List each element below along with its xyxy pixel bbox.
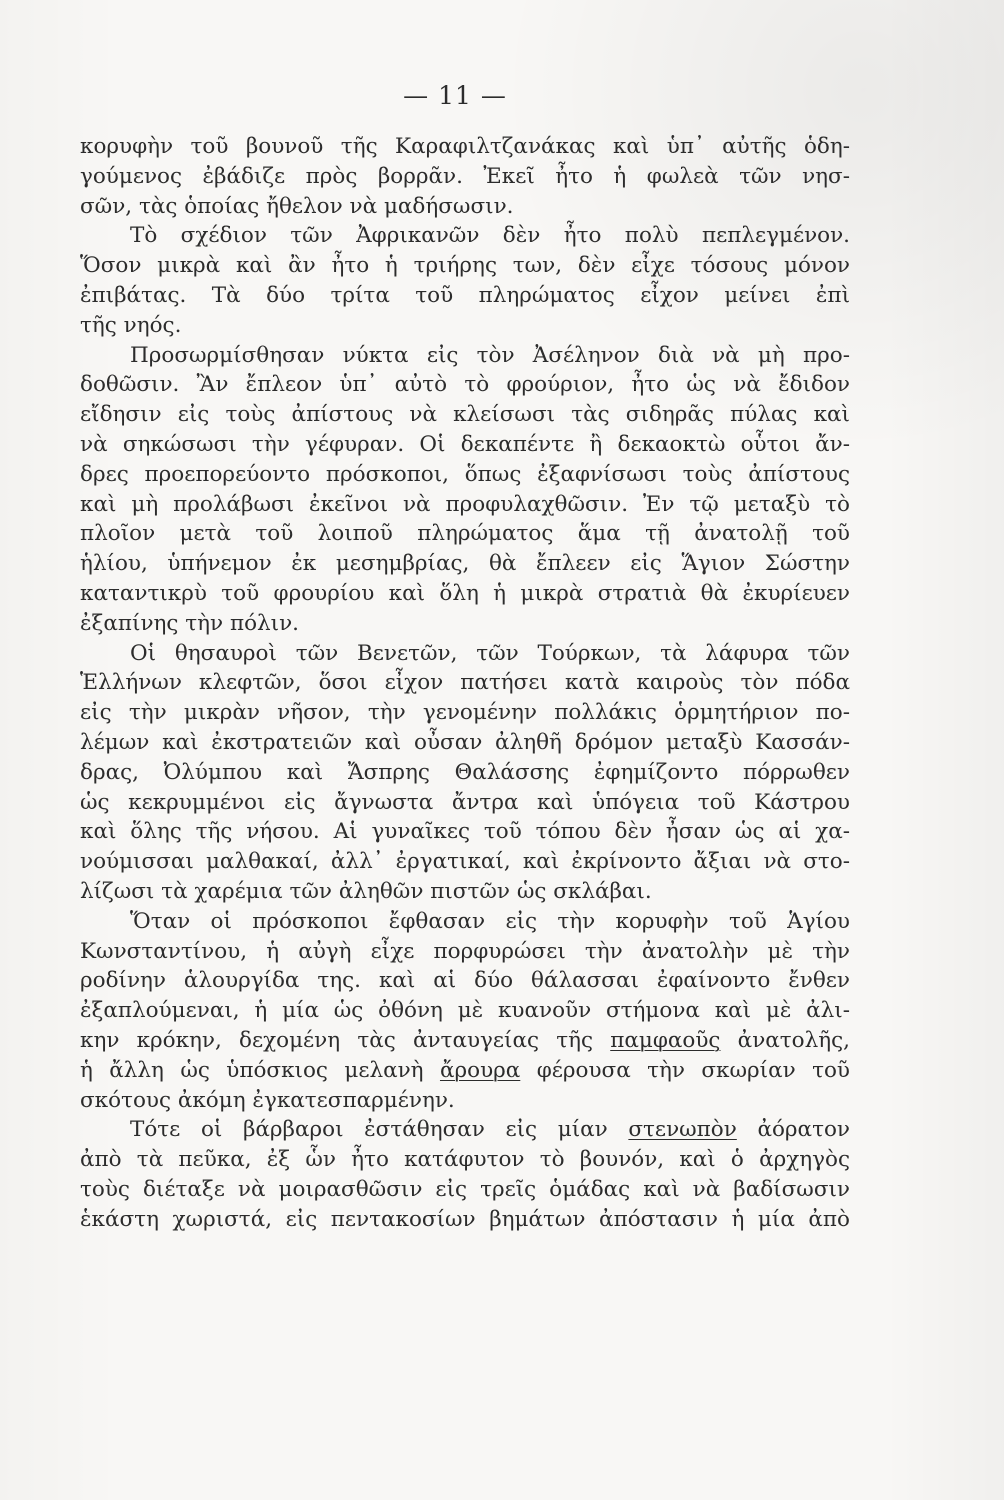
text-line: καταντικρὺ τοῦ φρουρίου καὶ ὅλη ἡ μικρὰ στρατιὰ θὰ ἐκυρίευεν (80, 580, 850, 606)
text-line: ροδίνην ἁλουργίδα της. καὶ αἱ δύο θάλασσαι ἐφαίνοντο ἔνθεν (80, 968, 850, 994)
text-line: λέμων καὶ ἐκστρατειῶν καὶ οὖσαν ἀληθῆ δρόμον μεταξὺ Κασσάν- (80, 729, 850, 755)
page-number: — 11 — (403, 81, 507, 110)
underlined-word: στενωπὸν (628, 1117, 737, 1143)
underlined-word: ἄρουρα (439, 1057, 521, 1083)
paragraph-start-line: Προσωρμίσθησαν νύκτα εἰς τὸν Ἀσέληνον διὰ νὰ μὴ προ- (130, 342, 850, 368)
text-line: καὶ ὅλης τῆς νήσου. Αἱ γυναῖκες τοῦ τόπου δὲν ἦσαν ὡς αἱ χα- (80, 819, 850, 845)
text-line: νούμισσαι μαλθακαί, ἀλλ᾿ ἐργατικαί, καὶ ἐκρίνοντο ἄξιαι νὰ στο- (80, 849, 850, 875)
text-fragment: Τότε οἱ βάρβαροι ἐστάθησαν εἰς μίαν (130, 1117, 629, 1143)
text-line: γούμενος ἐβάδιζε πρὸς βορρᾶν. Ἐκεῖ ἦτο ἡ φωλεὰ τῶν νησ- (80, 163, 850, 189)
text-fragment: ἀνατολῆς, (720, 1027, 851, 1053)
underlined-word: παμφαοῦς (610, 1027, 721, 1053)
text-line: ἀπὸ τὰ πεῦκα, ἐξ ὧν ἦτο κατάφυτον τὸ βουνόν, καὶ ὁ ἀρχηγὸς (80, 1147, 850, 1173)
paragraph-start-line-with-underline (80, 1115, 850, 1145)
text-line: τοὺς διέταξε νὰ μοιρασθῶσιν εἰς τρεῖς ὁμάδας καὶ νὰ βαδίσωσιν (80, 1176, 850, 1202)
text-line: καὶ μὴ προλάβωσι ἐκεῖνοι νὰ προφυλαχθῶσιν. Ἐν τῷ μεταξὺ τὸ (80, 491, 850, 517)
text-fragment: ἀόρατον (736, 1117, 850, 1143)
paragraph-start-line: Τὸ σχέδιον τῶν Ἀφρικανῶν δὲν ἦτο πολὺ πεπλεγμένον. (130, 223, 850, 249)
body-text (80, 132, 850, 1234)
text-line: ἑκάστη χωριστά, εἰς πεντακοσίων βημάτων ἀπόστασιν ἡ μία ἀπὸ (80, 1206, 850, 1232)
text-line: Ὅσον μικρὰ καὶ ἂν ἦτο ἡ τριήρης των, δὲν εἶχε τόσους μόνον (80, 253, 850, 279)
text-line-with-underline (80, 1056, 850, 1086)
text-line-with-underline (80, 1026, 850, 1056)
text-line: Ἑλλήνων κλεφτῶν, ὅσοι εἶχον πατήσει κατὰ καιροὺς τὸν πόδα (80, 670, 850, 696)
text-line: ἐξαπίνης τὴν πόλιν. (80, 610, 299, 636)
paragraph-start-line: Ὅταν οἱ πρόσκοποι ἔφθασαν εἰς τὴν κορυφὴν τοῦ Ἁγίου (130, 908, 850, 934)
text-line: ἡλίου, ὑπήνεμον ἐκ μεσημβρίας, θὰ ἔπλεεν εἰς Ἅγιον Σώστην (80, 551, 850, 577)
text-fragment: φέρουσα τὴν σκωρίαν τοῦ (520, 1057, 850, 1083)
text-line: δρας, Ὀλύμπου καὶ Ἄσπρης Θαλάσσης ἐφημίζοντο πόρρωθεν (80, 759, 850, 785)
text-fragment: ἡ ἄλλη ὡς ὑπόσκιος μελανὴ (80, 1057, 440, 1083)
text-line: τῆς νηός. (80, 312, 182, 338)
text-line: εἴδησιν εἰς τοὺς ἀπίστους νὰ κλείσωσι τὰς σιδηρᾶς πύλας καὶ (80, 402, 850, 428)
text-line: σκότους ἀκόμη ἐγκατεσπαρμένην. (80, 1087, 455, 1113)
text-line: κορυφὴν τοῦ βουνοῦ τῆς Καραφιλτζανάκας καὶ ὑπ᾿ αὐτῆς ὁδη- (80, 134, 850, 159)
text-fragment: κην κρόκην, δεχομένη τὰς ἀνταυγείας τῆς (80, 1027, 611, 1053)
text-line: νὰ σηκώσωσι τὴν γέφυραν. Οἱ δεκαπέντε ἢ δεκαοκτὼ οὗτοι ἄν- (80, 431, 850, 457)
text-line: ὡς κεκρυμμένοι εἰς ἄγνωστα ἄντρα καὶ ὑπόγεια τοῦ Κάστρου (80, 789, 850, 815)
text-line: δοθῶσιν. Ἂν ἔπλεον ὑπ᾿ αὐτὸ τὸ φρούριον, ἦτο ὡς νὰ ἔδιδον (80, 372, 850, 398)
text-line: σῶν, τὰς ὁποίας ἤθελον νὰ μαδήσωσιν. (80, 193, 514, 219)
text-line: ἐπιβάτας. Τὰ δύο τρίτα τοῦ πληρώματος εἶχον μείνει ἐπὶ (80, 282, 850, 308)
text-line: εἰς τὴν μικρὰν νῆσον, τὴν γενομένην πολλάκις ὁρμητήριον πο- (80, 700, 850, 726)
paragraph-start-line: Οἱ θησαυροὶ τῶν Βενετῶν, τῶν Τούρκων, τὰ λάφυρα τῶν (130, 640, 850, 666)
text-line: πλοῖον μετὰ τοῦ λοιποῦ πληρώματος ἅμα τῇ ἀνατολῇ τοῦ (80, 521, 850, 547)
text-line: λίζωσι τὰ χαρέμια τῶν ἀληθῶν πιστῶν ὡς σκλάβαι. (80, 878, 652, 904)
text-line: ἐξαπλούμεναι, ἡ μία ὡς ὀθόνη μὲ κυανοῦν στήμονα καὶ μὲ ἀλι- (80, 998, 850, 1024)
text-line: Κωνσταντίνου, ἡ αὐγὴ εἶχε πορφυρώσει τὴν ἀνατολὴν μὲ τὴν (80, 938, 850, 964)
text-line: δρες προεπορεύοντο πρόσκοποι, ὅπως ἐξαφνίσωσι τοὺς ἀπίστους (80, 461, 850, 487)
